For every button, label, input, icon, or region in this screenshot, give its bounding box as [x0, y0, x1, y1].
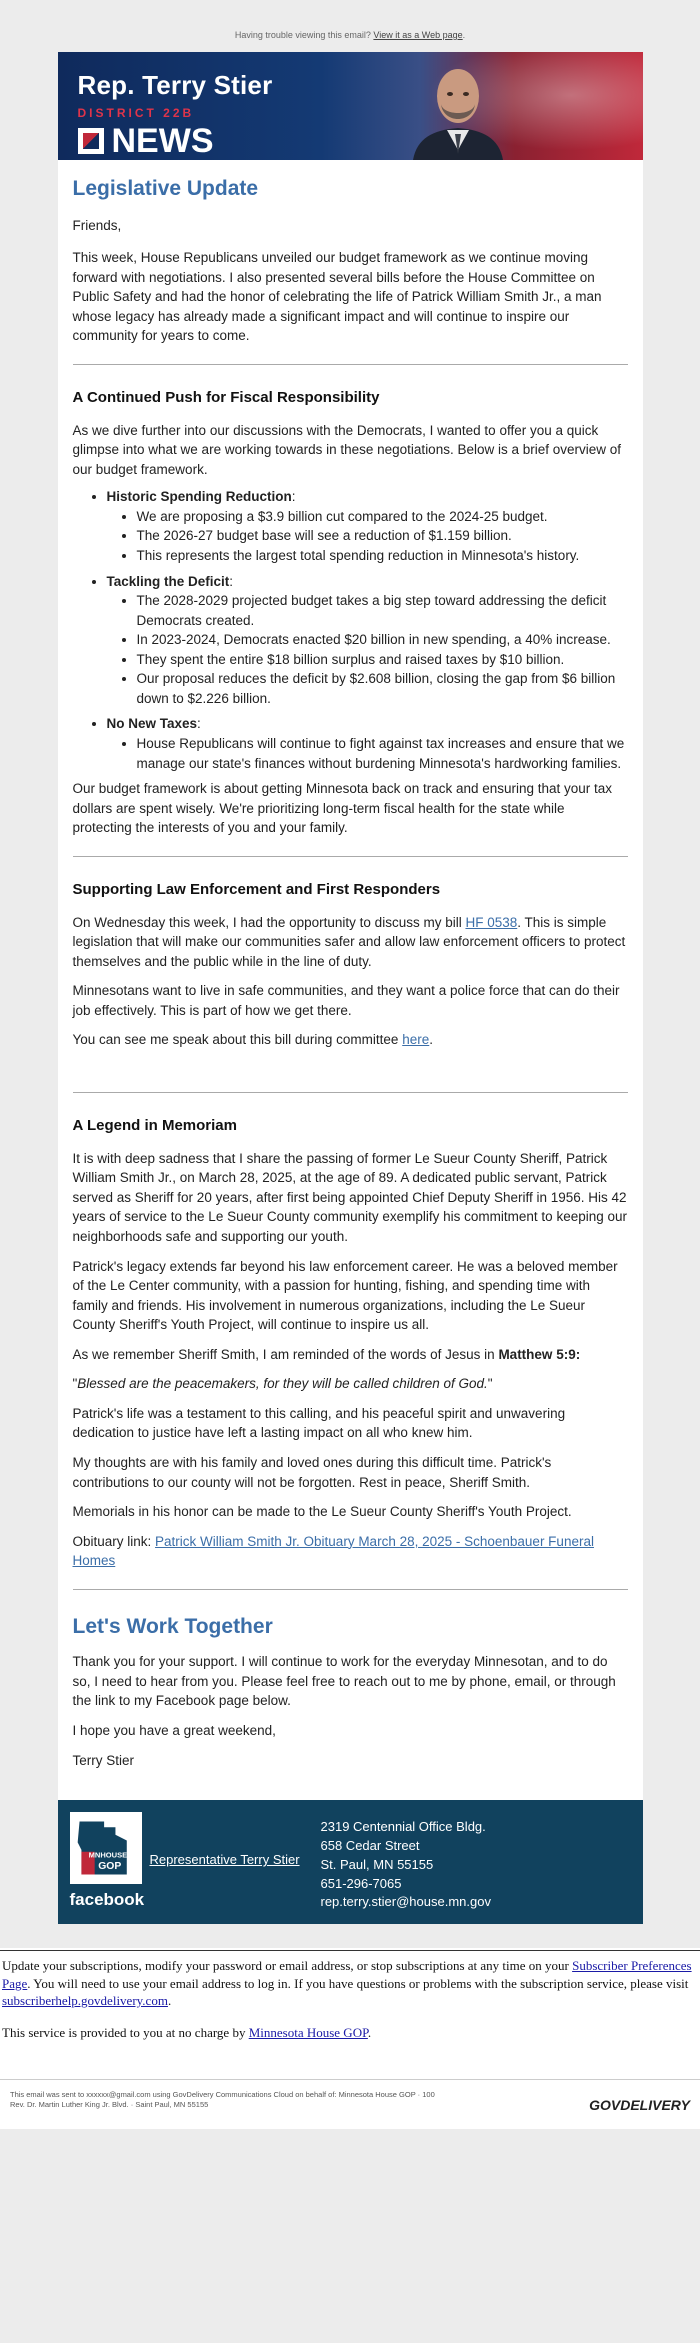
memoriam-paragraph-1: It is with deep sadness that I share the passing of former Le Sueur County Sheriff, Patrick William Smith Jr., on March 28, 2025, at the age of 89. A dedicated public servant, Patrick served as Sheriff for 20 years, after first being appointed Chief Deputy Sheriff in 1956. His 42 years of service to the Le Sueur County community exemplify his commitment to keeping our neighborhoods safe and supporting our youth. [72, 1150, 627, 1244]
web-view-link[interactable]: View it as a Web page [373, 30, 463, 40]
representative-link[interactable]: Representative Terry Stier [149, 1852, 300, 1868]
svg-text:MNHOUSE: MNHOUSE [88, 1850, 127, 1860]
fiscal-intro: As we dive further into our discussions with the Democrats, I wanted to offer you a quick glimpse into what we are working towards in these negotiations. Below is a brief overview of our budget framework. [72, 422, 622, 477]
email-body [58, 52, 643, 1924]
mn-flag-icon [78, 128, 104, 154]
service-text: This service is provided to you at no charge by Minnesota House GOP. [2, 2024, 372, 2040]
list-item: • The 2026-27 budget base will see a reduction of $1.159 billion. [137, 526, 628, 546]
portrait-photo [403, 58, 513, 160]
list-item: • House Republicans will continue to fight against tax increases and ensure that we manage our state's finances without burdening Minnesota's hardworking families. [137, 734, 628, 773]
sender-line-2: Rev. Dr. Martin Luther King Jr. Blvd. · Saint Paul, MN 55155 [10, 2100, 209, 2109]
svg-text:GOP: GOP [97, 1860, 121, 1872]
footer-rule [0, 1950, 700, 1951]
group-title: No New Taxes [106, 716, 198, 732]
list-item: • In 2023-2024, Democrats enacted $20 billion in new spending, a 40% increase. [137, 630, 628, 650]
bible-quote: "Blessed are the peacemakers, for they will be called children of God." [72, 1376, 493, 1392]
list-item: • Historic Spending Reduction: • We are proposing a $3.9 billion cut compared to the 2024-25 budget. • The 2026-27 budget base will see a reduction of $1.159 billion. • This represents the largest total spending reduction in Minnesota's history. [107, 487, 628, 565]
subscription-text: Update your subscriptions, modify your password or email address, or stop subscriptions at any time on your Subscriber Preferences Page. You will need to use your email address to log in. If you have questions or problems with the subscription service, please visit subscriberhelp.govdelivery.com. [2, 1958, 692, 2009]
legislative-update-heading: Legislative Update [72, 177, 259, 200]
sender-info [0, 2079, 700, 2129]
banner-title: Rep. Terry Stier [77, 70, 273, 100]
law-paragraph-2: Minnesotans want to live in safe communities, and they want a police force that can do their job effectively. This is part of how we get there. [72, 983, 620, 1018]
list-item: • We are proposing a $3.9 billion cut compared to the 2024-25 budget. [137, 507, 628, 527]
memoriam-heading: A Legend in Memoriam [72, 1116, 237, 1134]
facebook-label[interactable]: facebook [69, 1890, 145, 1910]
group-title: Tackling the Deficit [106, 573, 230, 589]
phone-number: 651-296-7065 [320, 1875, 402, 1891]
web-view-text: Having trouble viewing this email? [234, 30, 374, 40]
fiscal-closing: Our budget framework is about getting Minnesota back on track and ensuring that your tax dollars are spent wisely. We're prioritizing long-term fiscal health for the state while protecting the interests of you and your family. [72, 781, 613, 836]
list-item: • This represents the largest total spending reduction in Minnesota's history. [137, 546, 628, 566]
govdelivery-logo[interactable]: GOVDELIVERY [589, 2097, 690, 2114]
contact-footer [58, 1800, 643, 1924]
help-link[interactable]: subscriberhelp.govdelivery.com [2, 1993, 168, 2009]
web-view-notice: Having trouble viewing this email? View it as a Web page. [234, 30, 466, 40]
weekend-wish: I hope you have a great weekend, [72, 1722, 276, 1738]
mnhouse-gop-logo[interactable] [70, 1812, 142, 1884]
greeting: Friends, [72, 218, 122, 234]
header-banner [58, 52, 643, 160]
fiscal-heading: A Continued Push for Fiscal Responsibility [72, 388, 380, 406]
section-divider [73, 856, 628, 857]
section-divider [73, 1092, 628, 1093]
sender-line-1: This email was sent to xxxxxx@gmail.com using GovDelivery Communications Cloud on behalf of: Minnesota House GOP · 100 [10, 2090, 435, 2100]
together-paragraph: Thank you for your support. I will continue to work for the everyday Minnesotan, and to do so, I need to hear from you. Please feel free to reach out to me by phone, email, or through the link to my Facebook page below. [72, 1654, 616, 1709]
list-item: • They spent the entire $18 billion surplus and raised taxes by $10 billion. [137, 650, 628, 670]
memoriam-paragraph-6: Memorials in his honor can be made to the Le Sueur County Sheriff's Youth Project. [72, 1504, 572, 1520]
obituary-line: Obituary link: Patrick William Smith Jr. Obituary March 28, 2025 - Schoenbauer Funeral Homes [72, 1533, 594, 1569]
email-address: rep.terry.stier@house.mn.gov [320, 1894, 491, 1910]
section-divider [73, 364, 628, 365]
law-paragraph-3: You can see me speak about this bill during committee here. [72, 1032, 433, 1048]
law-paragraph-1: On Wednesday this week, I had the opportunity to discuss my bill HF 0538. This is simple legislation that will make our communities safer and allow law enforcement officers to protect themselves and the public while in the line of duty. [72, 914, 626, 969]
list-item: • No New Taxes: • House Republicans will continue to fight against tax increases and ensure that we manage our state's finances without burdening Minnesota's hardworking families. [107, 714, 628, 773]
memoriam-paragraph-2: Patrick's legacy extends far beyond his law enforcement career. He was a beloved member of the Le Center community, with a passion for hunting, fishing, and spending time with family and friends. His involvement in numerous organizations, including the Le Sueur County Sheriff's Youth Project, will continue to inspire us all. [72, 1258, 618, 1333]
intro-paragraph: This week, House Republicans unveiled our budget framework as we continue moving forward with negotiations. I also presented several bills before the House Committee on Public Safety and had the honor of celebrating the life of Patrick William Smith Jr., a man whose legacy has already made a significant impact and will continue to inspire our community for years to come. [72, 250, 602, 344]
preferences-link[interactable]: Subscriber Preferences Page [2, 1958, 692, 1991]
memoriam-paragraph-4: Patrick's life was a testament to this calling, and his peaceful spirit and unwavering dedication to justice have left a lasting impact on all who knew him. [72, 1405, 566, 1441]
news-label: NEWS [111, 122, 214, 160]
committee-video-link[interactable]: here [402, 1032, 430, 1048]
group-title: Historic Spending Reduction [106, 489, 292, 505]
memoriam-paragraph-5: My thoughts are with his family and loved ones during this difficult time. Patrick's contributions to our county will not be forgotten. Rest in peace, Sheriff Smith. [72, 1455, 552, 1490]
list-item: • Tackling the Deficit: • The 2028-2029 projected budget takes a big step toward addressing the deficit Democrats created. • In 2023-2024, Democrats enacted $20 billion in new spending, a 40% increase. • They spent the entire $18 billion surplus and raised taxes by $10 billion. • Our proposal reduces the deficit by $2.608 billion, closing the gap from $6 billion down to $2.226 billion. [107, 572, 628, 709]
budget-list [73, 487, 628, 773]
gop-link[interactable]: Minnesota House GOP [248, 2024, 368, 2040]
signature: Terry Stier [72, 1752, 135, 1768]
obituary-link[interactable]: Patrick William Smith Jr. Obituary March 28, 2025 - Schoenbauer Funeral Homes [72, 1533, 594, 1569]
memoriam-paragraph-3: As we remember Sheriff Smith, I am reminded of the words of Jesus in Matthew 5:9: [72, 1346, 581, 1362]
banner-news [78, 124, 214, 158]
office-address: 2319 Centennial Office Bldg. 658 Cedar Street St. Paul, MN 55155 651-296-7065 rep.terry.stier@house.mn.gov [321, 1818, 491, 1912]
subscription-footer [0, 1948, 700, 2129]
bill-link[interactable]: HF 0538 [465, 914, 518, 930]
law-heading: Supporting Law Enforcement and First Responders [72, 880, 441, 898]
list-item: • The 2028-2029 projected budget takes a big step toward addressing the deficit Democrats created. [137, 591, 628, 630]
banner-district: DISTRICT 22B [77, 106, 195, 120]
list-item: • Our proposal reduces the deficit by $2.608 billion, closing the gap from $6 billion down to $2.226 billion. [137, 669, 628, 708]
work-together-heading: Let's Work Together [72, 1614, 273, 1638]
